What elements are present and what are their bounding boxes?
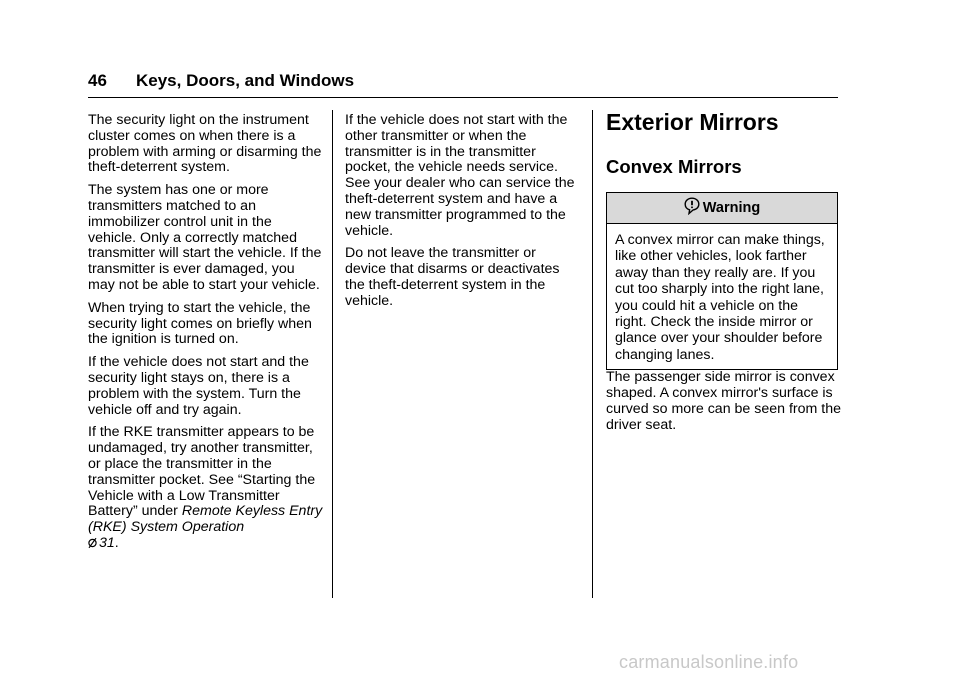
paragraph: If the vehicle does not start and the security light stays on, there is a problem with the system. Turn the vehicle off and try again. <box>88 354 309 418</box>
paragraph: If the vehicle does not start with the other transmitter or when the transmitter is in the transmitter pocket, the vehicle needs service. See your dealer who can service the theft-deterrent system and have a new transmitter programmed to the vehicle. <box>345 112 575 239</box>
column-2 <box>345 113 580 317</box>
header-rule <box>88 97 838 98</box>
paragraph: The system has one or more transmitters matched to an immobilizer control unit in the vehicle. Only a correctly matched transmitter will start the vehicle. If the transmitter is ever damaged, you may not be able to start your vehicle. <box>88 182 322 293</box>
column-3 <box>606 108 841 440</box>
page-number: 46 <box>88 71 107 90</box>
warning-text: A convex mirror can make things, like other vehicles, look farther away than they really are. If you cut too sharply into the right lane, you could hit a vehicle on the right. Check the inside mirror or glance over your shoulder before changing lanes. <box>615 232 825 363</box>
paragraph: The passenger side mirror is convex shaped. A convex mirror's surface is curved so more can be seen from the driver seat. <box>606 369 842 433</box>
section-heading: Exterior Mirrors <box>606 109 779 135</box>
paragraph: The security light on the instrument cluster comes on when there is a problem with arming or disarming the theft-deterrent system. <box>88 112 322 176</box>
subsection-heading: Convex Mirrors <box>606 156 742 177</box>
paragraph <box>88 425 323 553</box>
cross-reference-link[interactable]: Remote Keyless Entry (RKE) System Operation <box>88 503 323 536</box>
paragraph-text: If the RKE transmitter appears to be undamaged, try another transmitter, or place the transmitter in the transmitter pocket. See “Starting the Vehicle with a Low Transmitter Battery” under <box>88 424 316 520</box>
column-divider-1 <box>332 110 333 598</box>
watermark: carmanualsonline.info <box>619 652 799 672</box>
paragraph: Do not leave the transmitter or device that disarms or deactivates the theft-deterrent system in the vehicle. <box>345 245 560 309</box>
column-1 <box>88 113 323 561</box>
page-reference[interactable]: 31 <box>99 534 115 551</box>
warning-bubble-icon <box>684 196 700 226</box>
paragraph: When trying to start the vehicle, the security light comes on briefly when the ignition is turned on. <box>88 299 312 348</box>
section-title: Keys, Doors, and Windows <box>136 71 355 90</box>
end-punctuation: . <box>114 534 119 551</box>
warning-title: Warning <box>702 200 761 216</box>
warning-box <box>606 192 838 370</box>
column-divider-2 <box>592 110 593 598</box>
page-reference-icon <box>88 537 97 554</box>
page-header <box>88 71 354 91</box>
warning-header <box>607 193 837 224</box>
